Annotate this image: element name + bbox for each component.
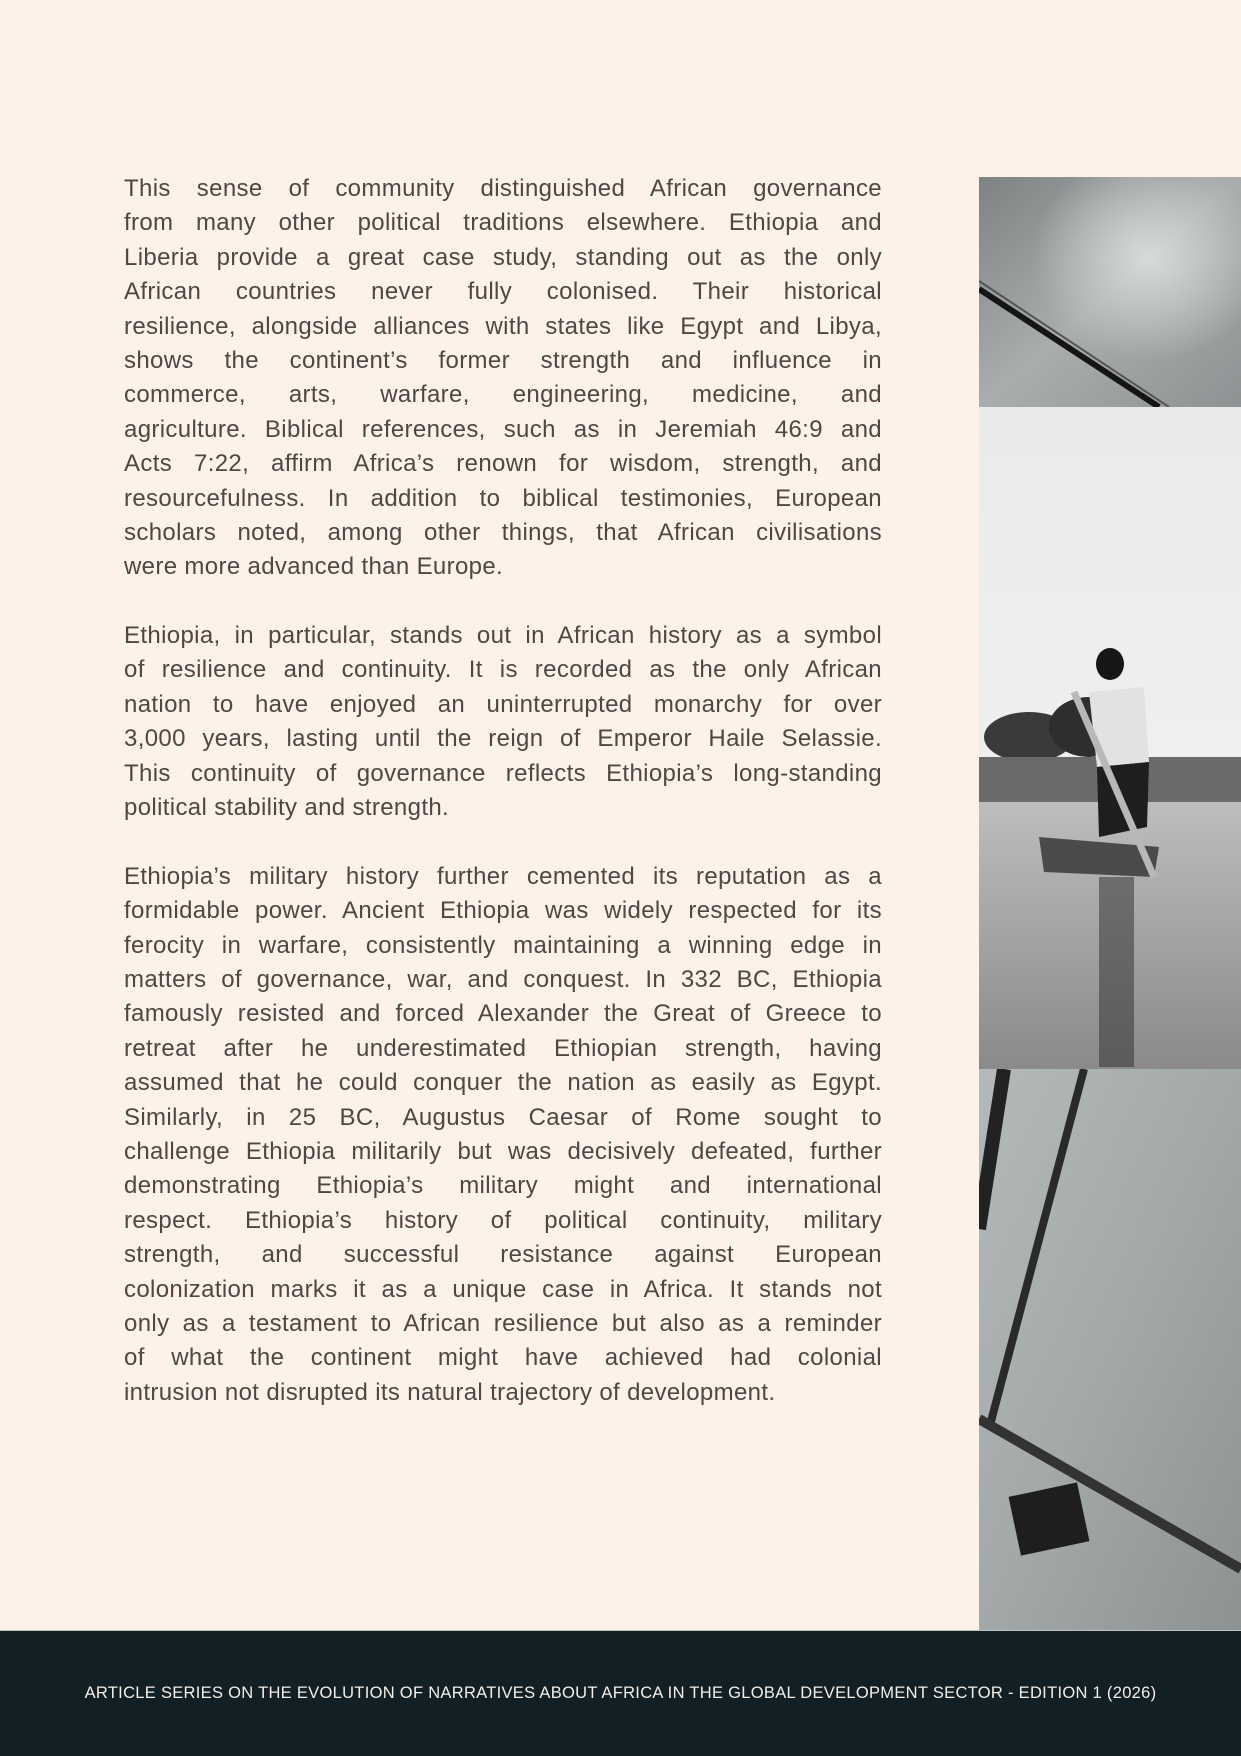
text-line: Acts 7:22, affirm Africa’s renown for wisdom, strength, and [124,450,882,478]
text-line: Liberia provide a great case study, standing out as the only [124,243,882,271]
text-line: This sense of community distinguished African governance [124,175,882,202]
text-line: 3,000 years, lasting until the reign of Emperor Haile Selassie. [124,725,882,753]
footer [0,1630,1241,1756]
paragraph [124,860,882,1410]
paragraph [124,172,882,585]
text-line: demonstrating Ethiopia’s military might and international [124,1172,882,1200]
article-body [124,172,882,1444]
text-line: resilience, alongside alliances with states like Egypt and Libya, [124,312,882,340]
text-line: Ethiopia’s military history further cemented its reputation as a [124,862,882,890]
text-line: respect. Ethiopia’s history of political continuity, military [124,1206,882,1234]
canoe-photo [979,407,1241,1069]
text-line: agriculture. Biblical references, such as in Jeremiah 46:9 and [124,415,882,443]
text-line: Similarly, in 25 BC, Augustus Caesar of Rome sought to [124,1103,882,1131]
text-line: formidable power. Ancient Ethiopia was widely respected for its [124,897,882,925]
text-line: intrusion not disrupted its natural trajectory of development. [124,1378,776,1406]
text-line: assumed that he could conquer the nation as easily as Egypt. [124,1069,882,1097]
text-line: famously resisted and forced Alexander the Great of Greece to [124,1000,882,1028]
text-line: retreat after he underestimated Ethiopian strength, having [124,1034,882,1062]
text-line: of resilience and continuity. It is recorded as the only African [124,656,882,684]
text-line: of what the continent might have achieved had colonial [124,1344,882,1372]
text-line: Ethiopia, in particular, stands out in African history as a symbol [124,622,882,650]
footer-text: ARTICLE SERIES ON THE EVOLUTION OF NARRATIVES ABOUT AFRICA IN THE GLOBAL DEVELOPMENT SECTOR - EDITION 1 (2026) [84,1684,1157,1702]
text-line: from many other political traditions elsewhere. Ethiopia and [124,209,882,237]
text-line: shows the continent’s former strength and influence in [124,346,882,374]
text-line: nation to have enjoyed an uninterrupted monarchy for over [124,690,882,718]
photo-column [979,177,1241,1630]
text-line: ferocity in warfare, consistently maintaining a winning edge in [124,931,882,959]
text-line: matters of governance, war, and conquest. In 332 BC, Ethiopia [124,965,882,993]
paragraph [124,619,882,825]
text-line: were more advanced than Europe. [124,553,504,581]
text-line: strength, and successful resistance against European [124,1241,882,1269]
text-line: resourcefulness. In addition to biblical testimonies, European [124,484,882,512]
text-line: This continuity of governance reflects Ethiopia’s long-standing [124,759,882,787]
sky-photo-bottom [979,1069,1241,1630]
text-line: scholars noted, among other things, that African civilisations [124,518,882,546]
text-line: African countries never fully colonised. Their historical [124,278,882,306]
text-line: political stability and strength. [124,794,450,822]
text-line: commerce, arts, warfare, engineering, medicine, and [124,381,882,409]
sky-photo-top [979,177,1241,407]
text-line: colonization marks it as a unique case in Africa. It stands not [124,1275,882,1303]
text-line: only as a testament to African resilience but also as a reminder [124,1309,882,1337]
text-line: challenge Ethiopia militarily but was decisively defeated, further [124,1137,882,1165]
